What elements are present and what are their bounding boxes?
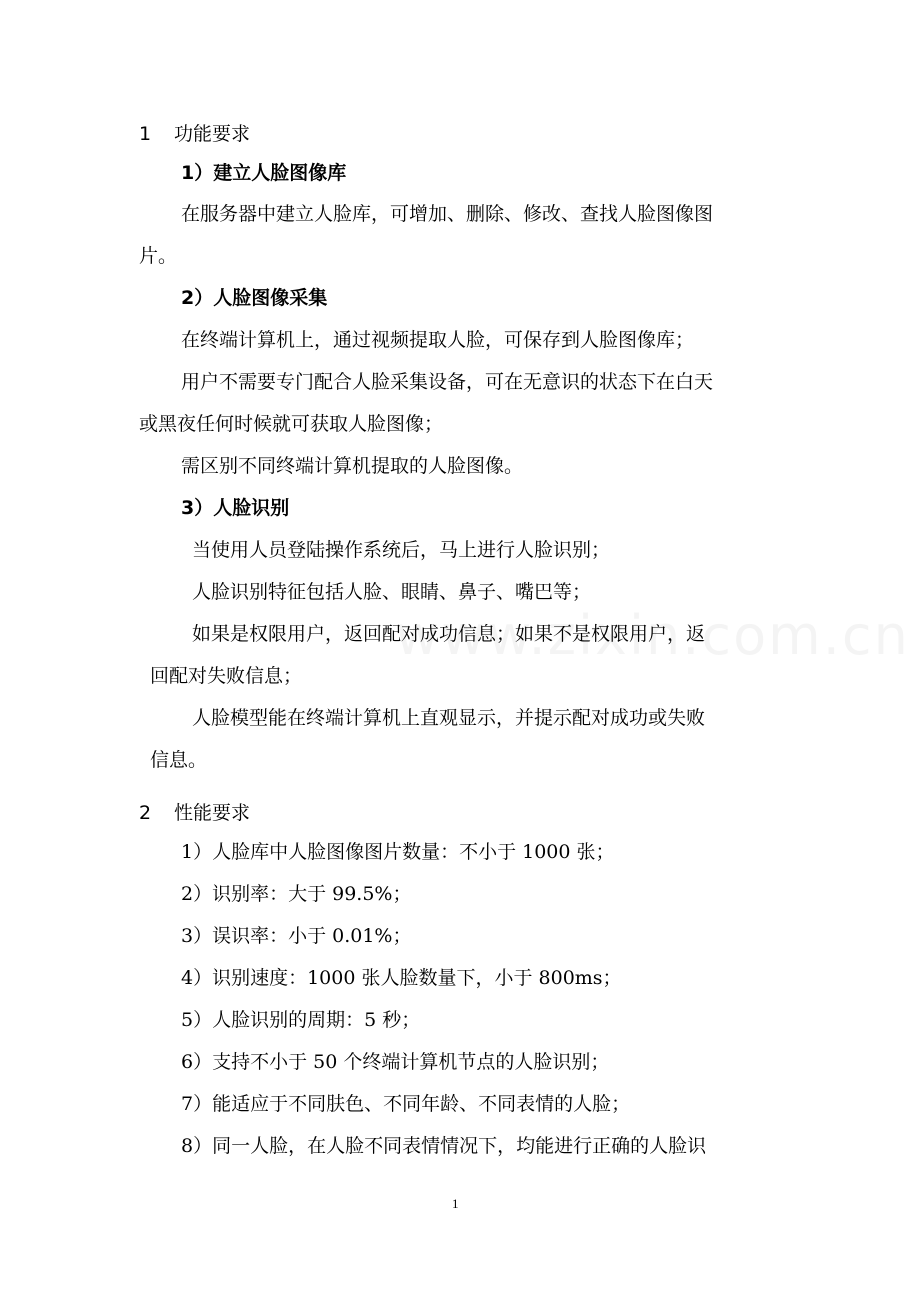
list-item: 5）人脸识别的周期：5 秒； — [181, 1009, 421, 1031]
paragraph-line: 在终端计算机上，通过视频提取人脸，可保存到人脸图像库； — [181, 329, 695, 351]
section-title: 性能要求 — [174, 802, 251, 824]
paragraph-line: 人脸模型能在终端计算机上直观显示，并提示配对成功或失败 — [192, 707, 706, 729]
list-item: 4）识别速度：1000 张人脸数量下，小于 800ms； — [181, 967, 622, 989]
paragraph-line: 如果是权限用户，返回配对成功信息；如果不是权限用户，返 — [192, 623, 706, 645]
paragraph-line: 人脸识别特征包括人脸、眼睛、鼻子、嘴巴等； — [192, 581, 592, 603]
list-item: 1）人脸库中人脸图像图片数量：不小于 1000 张； — [181, 841, 615, 863]
subsection-heading: 2）人脸图像采集 — [181, 287, 328, 309]
section-heading-1 — [139, 122, 250, 146]
list-item: 3）误识率：小于 0.01%； — [181, 925, 412, 947]
paragraph-line: 用户不需要专门配合人脸采集设备，可在无意识的状态下在白天 — [181, 371, 714, 393]
paragraph-line: 回配对失败信息； — [150, 665, 303, 687]
paragraph-line: 或黑夜任何时候就可获取人脸图像； — [139, 413, 444, 435]
page-number: 1 — [452, 1196, 459, 1211]
section-number: 2 — [139, 802, 152, 824]
paragraph-line: 片。 — [139, 245, 178, 267]
section-number: 1 — [139, 123, 152, 145]
list-item: 8）同一人脸，在人脸不同表情情况下，均能进行正确的人脸识 — [181, 1135, 707, 1157]
section-heading-2 — [139, 801, 250, 825]
paragraph-line: 需区别不同终端计算机提取的人脸图像。 — [181, 455, 524, 477]
subsection-heading: 1）建立人脸图像库 — [181, 162, 347, 184]
paragraph-line: 在服务器中建立人脸库，可增加、删除、修改、查找人脸图像图 — [181, 203, 714, 225]
paragraph-line: 信息。 — [150, 749, 208, 771]
section-title: 功能要求 — [174, 123, 251, 145]
list-item: 2）识别率：大于 99.5%； — [181, 883, 412, 905]
list-item: 6）支持不小于 50 个终端计算机节点的人脸识别； — [181, 1051, 610, 1073]
subsection-heading: 3）人脸识别 — [181, 497, 290, 519]
list-item: 7）能适应于不同肤色、不同年龄、不同表情的人脸； — [181, 1093, 631, 1115]
paragraph-line: 当使用人员登陆操作系统后，马上进行人脸识别； — [192, 539, 611, 561]
